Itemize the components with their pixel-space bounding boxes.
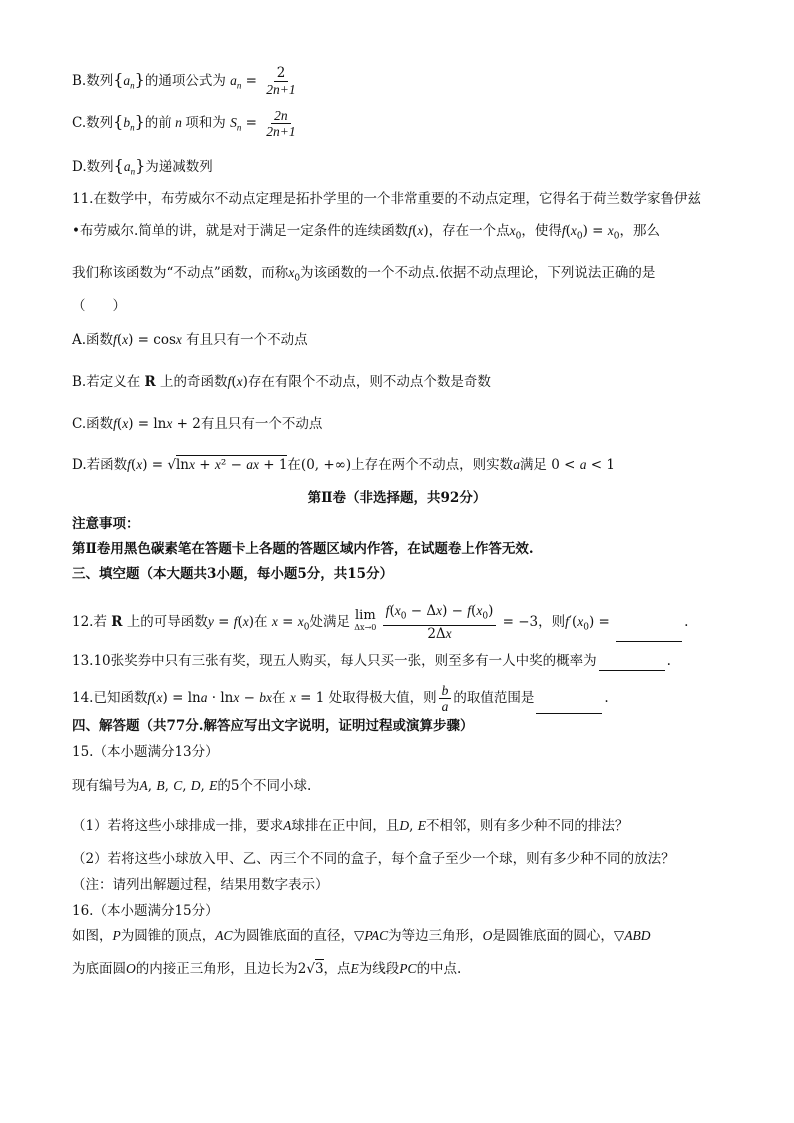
q10-option-b: B.数列$\{a_n\}$的通项公式为 $a_n$ = $\frac{2}{2n+1}$ <box>72 66 301 97</box>
answer-blank[interactable] <box>616 627 682 642</box>
fill-in-title: 三、填空题（本大题共3小题，每小题5分，共15分） <box>72 566 394 582</box>
q11-option-c: C.函数f(x) = lnx + 2有且只有一个不动点 <box>72 416 323 432</box>
q16-line-1: 如图，P为圆锥的顶点，AC为圆锥底面的直径，▽PAC为等边三角形，O是圆锥底面的圆心，▽ABD <box>72 928 651 944</box>
q15-part-1: （1）若将这些小球排成一排，要求A球排在正中间，且D, E不相邻，则有多少种不同的排法？ <box>72 818 629 834</box>
q10-option-c: C.数列$\{b_n\}$的前 n 项和为 $S_n$ = $\frac{2n}{2n+1}$ <box>72 108 301 139</box>
notice-title: 注意事项： <box>72 516 140 532</box>
q16-line-2: 为底面圆O的内接正三角形，且边长为2√3，点E为线段PC的中点. <box>72 961 462 977</box>
q15-intro: 现有编号为A, B, C, D, E的5个不同小球. <box>72 778 312 794</box>
q11-line-2: •布劳威尔.简单的讲，就是对于满足一定条件的连续函数f(x)，存在一个点$x_0$，使得$f(x_0) = x_0$，那么 <box>72 223 661 242</box>
answer-blank[interactable] <box>536 699 602 714</box>
q11-option-d: D.若函数f(x) = √lnx + x² − ax + 1在(0, +∞)上存在两个不动点，则实数a满足 0 < a < 1 <box>72 457 615 473</box>
q15-part-2: （2）若将这些小球放入甲、乙、丙三个不同的盒子，每个盒子至少一个球，则有多少种不同的放法？ <box>72 851 675 867</box>
answer-blank[interactable] <box>599 656 665 671</box>
notice-body: 第Ⅱ卷用黑色碳素笔在答题卡上各题的答题区域内作答，在试题卷上作答无效. <box>72 541 534 557</box>
q10-option-d: D.数列$\{a_n\}$为递减数列 <box>72 156 213 177</box>
q13: 13.10张奖券中只有三张有奖，现五人购买，每人只买一张，则至多有一人中奖的概率为 . <box>72 653 671 669</box>
q11-line-3: 我们称该函数为“不动点”函数，而称$x_0$为该函数的一个不动点.依据不动点理论，下列说法正确的是 <box>72 265 656 284</box>
q15-header: 15.（本小题满分13分） <box>72 744 219 760</box>
q11-option-a: A.函数f(x) = cosx 有且只有一个不动点 <box>72 332 308 348</box>
q12: 12.若 R 上的可导函数y = f(x)在 $x = x_0$处满足 lim Δx→0 $\frac{f(x_0 - \Delta x) - f(x_0)}{2\Delta x}$ = −3，则$f'(x_0)$ = . <box>72 603 689 642</box>
section-2-title: 第Ⅱ卷（非选择题，共92分） <box>307 490 487 506</box>
section-4-title: 四、解答题（共77分.解答应写出文字说明，证明过程或演算步骤） <box>72 718 474 734</box>
fraction: $\frac{2}{2n+1}$ <box>266 65 296 97</box>
q11-answer-paren: （ ） <box>72 298 126 314</box>
q14: 14.已知函数f(x) = lna · lnx − bx在 x = 1 处取得极大值，则 $\frac{b}{a}$ 的取值范围是 . <box>72 683 609 714</box>
q11-line-1: 11.在数学中，布劳威尔不动点定理是拓扑学里的一个非常重要的不动点定理，它得名于荷兰数学家鲁伊兹 <box>72 191 701 207</box>
q11-option-b: B.若定义在 R 上的奇函数f(x)存在有限个不动点，则不动点个数是奇数 <box>72 374 491 390</box>
q16-header: 16.（本小题满分15分） <box>72 903 219 919</box>
q15-note: （注：请列出解题过程，结果用数字表示） <box>72 877 329 893</box>
fraction: $\frac{2n}{2n+1}$ <box>266 108 296 139</box>
